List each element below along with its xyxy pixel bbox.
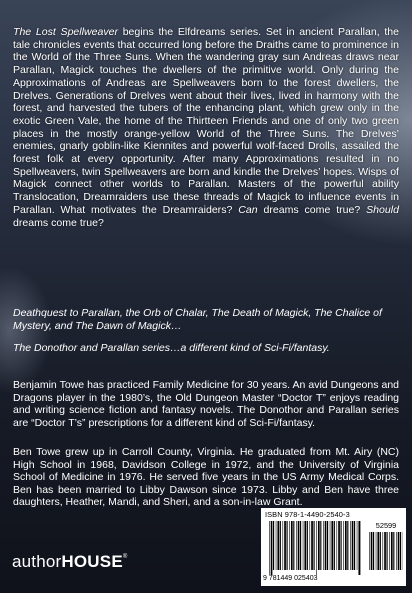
blurb-text-2: dreams come true?: [257, 203, 367, 216]
series-tagline-text: The Donothor and Parallan series…a different kind of Sci-Fi/fantasy.: [13, 342, 330, 354]
barcode-bar: [396, 532, 397, 570]
barcode-bar: [334, 521, 335, 570]
barcode-bar: [311, 521, 313, 570]
ean-number: 9 781449 025403: [263, 575, 318, 582]
barcode-bar: [387, 532, 388, 570]
barcode-bar: [310, 521, 311, 570]
barcode-bar: [391, 532, 393, 570]
barcode-bar: [300, 521, 301, 570]
barcode-bar: [345, 521, 347, 570]
barcode-bar: [331, 521, 333, 570]
author-bio-2-text: Ben Towe grew up in Carroll County, Virginia. He graduated from Mt. Airy (NC) High School in 1968, Davidson College in 1972, and the University of Virginia School of Medicine in 1976. He served five years in the US Army Medical Corps. Ben has been married to Libby Dawson since 1973. Libby and Ben have three daughters, Heather, Mandi, and Sheri, and a son-in-law Grant.: [13, 446, 399, 509]
barcode-bar: [314, 521, 315, 570]
registered-mark: ®: [122, 554, 128, 560]
series-tagline: [13, 342, 399, 355]
publisher-logo-part2: HOUSE: [61, 552, 123, 571]
barcode-bar: [327, 521, 328, 570]
author-bio-1-text: Benjamin Towe has practiced Family Medicine for 30 years. An avid Dungeons and Dragons player in the 1980’s, the Old Dungeon Master “Doctor T” enjoys reading and writing science fiction and fantasy novels. The Donothor and Parallan series are “Doctor T’s” prescriptions for a different kind of Sci-Fi/fantasy.: [13, 379, 399, 429]
barcode-bar: [352, 521, 354, 570]
barcode-bar: [371, 532, 373, 570]
barcode-bar: [277, 521, 279, 570]
blurb-question-can: Can: [238, 203, 258, 216]
barcode-bar: [303, 521, 304, 570]
series-titles: [13, 307, 399, 332]
barcode-bars-addon: [369, 532, 403, 575]
barcode-bar: [357, 521, 358, 570]
author-bio-1: [13, 379, 399, 429]
barcode-bar: [337, 521, 338, 570]
barcode-bar: [330, 521, 331, 570]
barcode-bar: [269, 521, 270, 575]
barcode-bar: [398, 532, 400, 570]
barcode-bar: [358, 521, 360, 575]
barcode-bar: [347, 521, 348, 570]
barcode-bar: [323, 521, 324, 570]
barcode-bar: [280, 521, 281, 570]
barcode-bar: [304, 521, 306, 570]
barcode-bar: [291, 521, 293, 570]
blurb-text-3: dreams come true?: [13, 216, 104, 229]
barcode-bar: [383, 532, 384, 570]
barcode-bar: [316, 521, 317, 575]
barcode-bar: [298, 521, 300, 570]
barcode-bar: [287, 521, 288, 570]
barcode-bar: [296, 521, 297, 570]
barcode-bar: [283, 521, 284, 570]
barcode-bar: [369, 532, 370, 570]
barcode-bar: [384, 532, 386, 570]
barcode-bar: [343, 521, 344, 570]
barcode-bar: [354, 521, 355, 570]
publisher-logo-part1: author: [12, 552, 62, 571]
barcode-bar: [373, 532, 374, 570]
book-title: The Lost Spellweaver: [13, 26, 118, 38]
isbn-number: ISBN 978-1-4490-2540-3: [265, 510, 350, 519]
barcode-bar: [400, 532, 401, 570]
blurb-paragraph: [13, 26, 399, 229]
barcode-bar: [293, 521, 294, 570]
blurb-text-1: begins the Elfdreams series. Set in ancient Parallan, the tale chronicles events that occurred long before the Draiths came to prominence in the World of the Three Suns. When the wandering gray sun Andreas draws near Parallan, Magick touches the dwellers of the primitive world. Only during the Approximations of Andreas are Spellweavers born to the forest dwellers, the Drelves. Generations of Drelves went about their lives, lived in harmony with the forest, and harvested the tubers of the enhancing plant, which grew only in the exotic Green Vale, the home of the Thirtteen Friends and one of only two green places in the mostly orange-yellow World of the Three Suns. The Drelves’ enemies, gnarly goblin-like Kiennites and powerful wolf-faced Drolls, assailed the forest folk at every opportunity. After many Approximations resulted in no Spellweavers, twin Spellweavers are born and kindle the Drelves’ hopes. Wisps of Magick connect other worlds to Parallan. Masters of the powerful ability Translocation, Dreamraiders use these threads of Magick to influence events in Parallan. What motivates the Dreamraiders?: [13, 26, 399, 216]
isbn-barcode: [261, 508, 406, 586]
series-titles-text: Deathquest to Parallan, the Orb of Chalar, The Death of Magick, The Chalice of Mystery, and The Dawn of Magick…: [13, 307, 382, 332]
blurb-question-should: Should: [366, 203, 399, 216]
barcode-bar: [376, 532, 377, 570]
barcode-bar: [276, 521, 277, 570]
barcode-bar: [393, 532, 394, 570]
barcode-bar: [284, 521, 286, 570]
barcode-bar: [380, 532, 381, 570]
publisher-logo: [12, 552, 128, 572]
book-blurb: [13, 26, 399, 229]
barcode-bar: [377, 532, 379, 570]
barcode-bar: [341, 521, 342, 570]
barcode-bar: [307, 521, 308, 570]
barcode-bar: [350, 521, 351, 570]
barcode-bar: [389, 532, 390, 570]
barcode-bars-main: [269, 521, 361, 575]
barcode-bar: [320, 521, 321, 570]
barcode-bar: [289, 521, 290, 570]
barcode-bar: [338, 521, 340, 570]
barcode-bar: [325, 521, 327, 570]
barcode-bar: [318, 521, 320, 570]
author-bio-2: [13, 446, 399, 509]
barcode-addon-number: 52599: [375, 521, 397, 530]
barcode-bar: [271, 521, 273, 575]
barcode-bar: [273, 521, 274, 570]
